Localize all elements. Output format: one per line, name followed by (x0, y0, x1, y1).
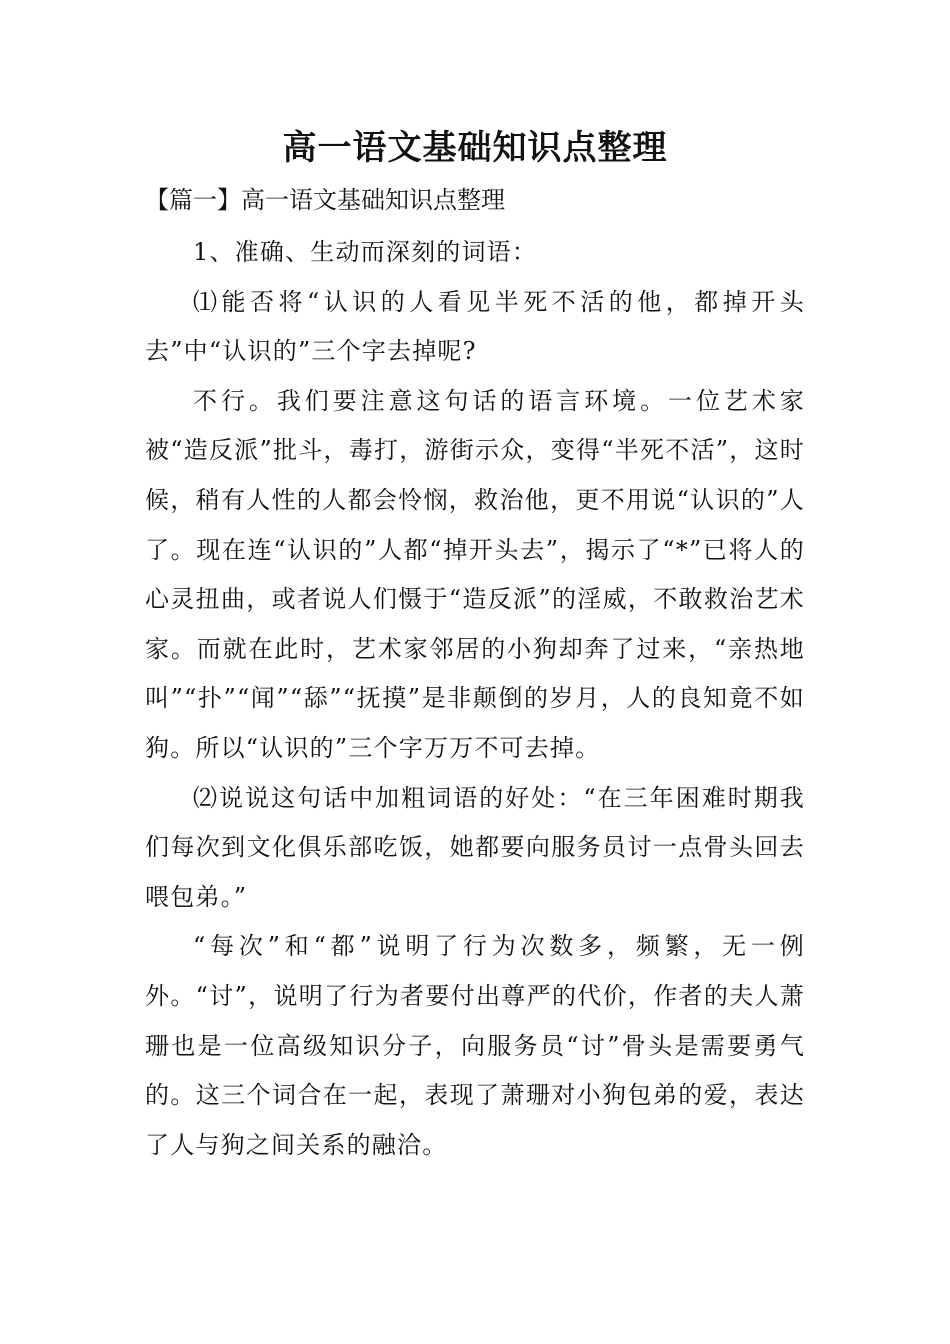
document-title: 高一语文基础知识点整理 (282, 128, 668, 168)
document-body (145, 228, 805, 1170)
paragraph: ⑵说说这句话中加粗词语的好处：“在三年困难时期我们每次到文化俱乐部吃饭，她都要向服务员讨一点骨头回去喂包弟。” (145, 783, 805, 911)
paragraph: “每次”和“都”说明了行为次数多，频繁，无一例外。“讨”，说明了行为者要付出尊严的代价，作者的夫人萧珊也是一位高级知识分子，向服务员“讨”骨头是需要勇气的。这三个词合在一起，表现了萧珊对小狗包弟的爱，表达了人与狗之间关系的融洽。 (145, 932, 805, 1159)
paragraph: 不行。我们要注意这句话的语言环境。一位艺术家被“造反派”批斗，毒打，游街示众，变得“半死不活”，这时候，稍有人性的人都会怜悯，救治他，更不用说“认识的”人了。现在连“认识的”人都“掉开头去”，揭示了“*”已将人的心灵扭曲，或者说人们慑于“造反派”的淫威，不敢救治艺术家。而就在此时，艺术家邻居的小狗却奔了过来，“亲热地叫”“扑”“闻”“舔”“抚摸”是非颠倒的岁月，人的良知竟不如狗。所以“认识的”三个字万万不可去掉。 (145, 386, 805, 762)
paragraph: 1、准确、生动而深刻的词语： (193, 238, 538, 266)
section-heading: 【篇一】高一语文基础知识点整理 (145, 186, 505, 214)
paragraph: ⑴能否将“认识的人看见半死不活的他，都掉开头去”中“认识的”三个字去掉呢? (145, 287, 805, 366)
